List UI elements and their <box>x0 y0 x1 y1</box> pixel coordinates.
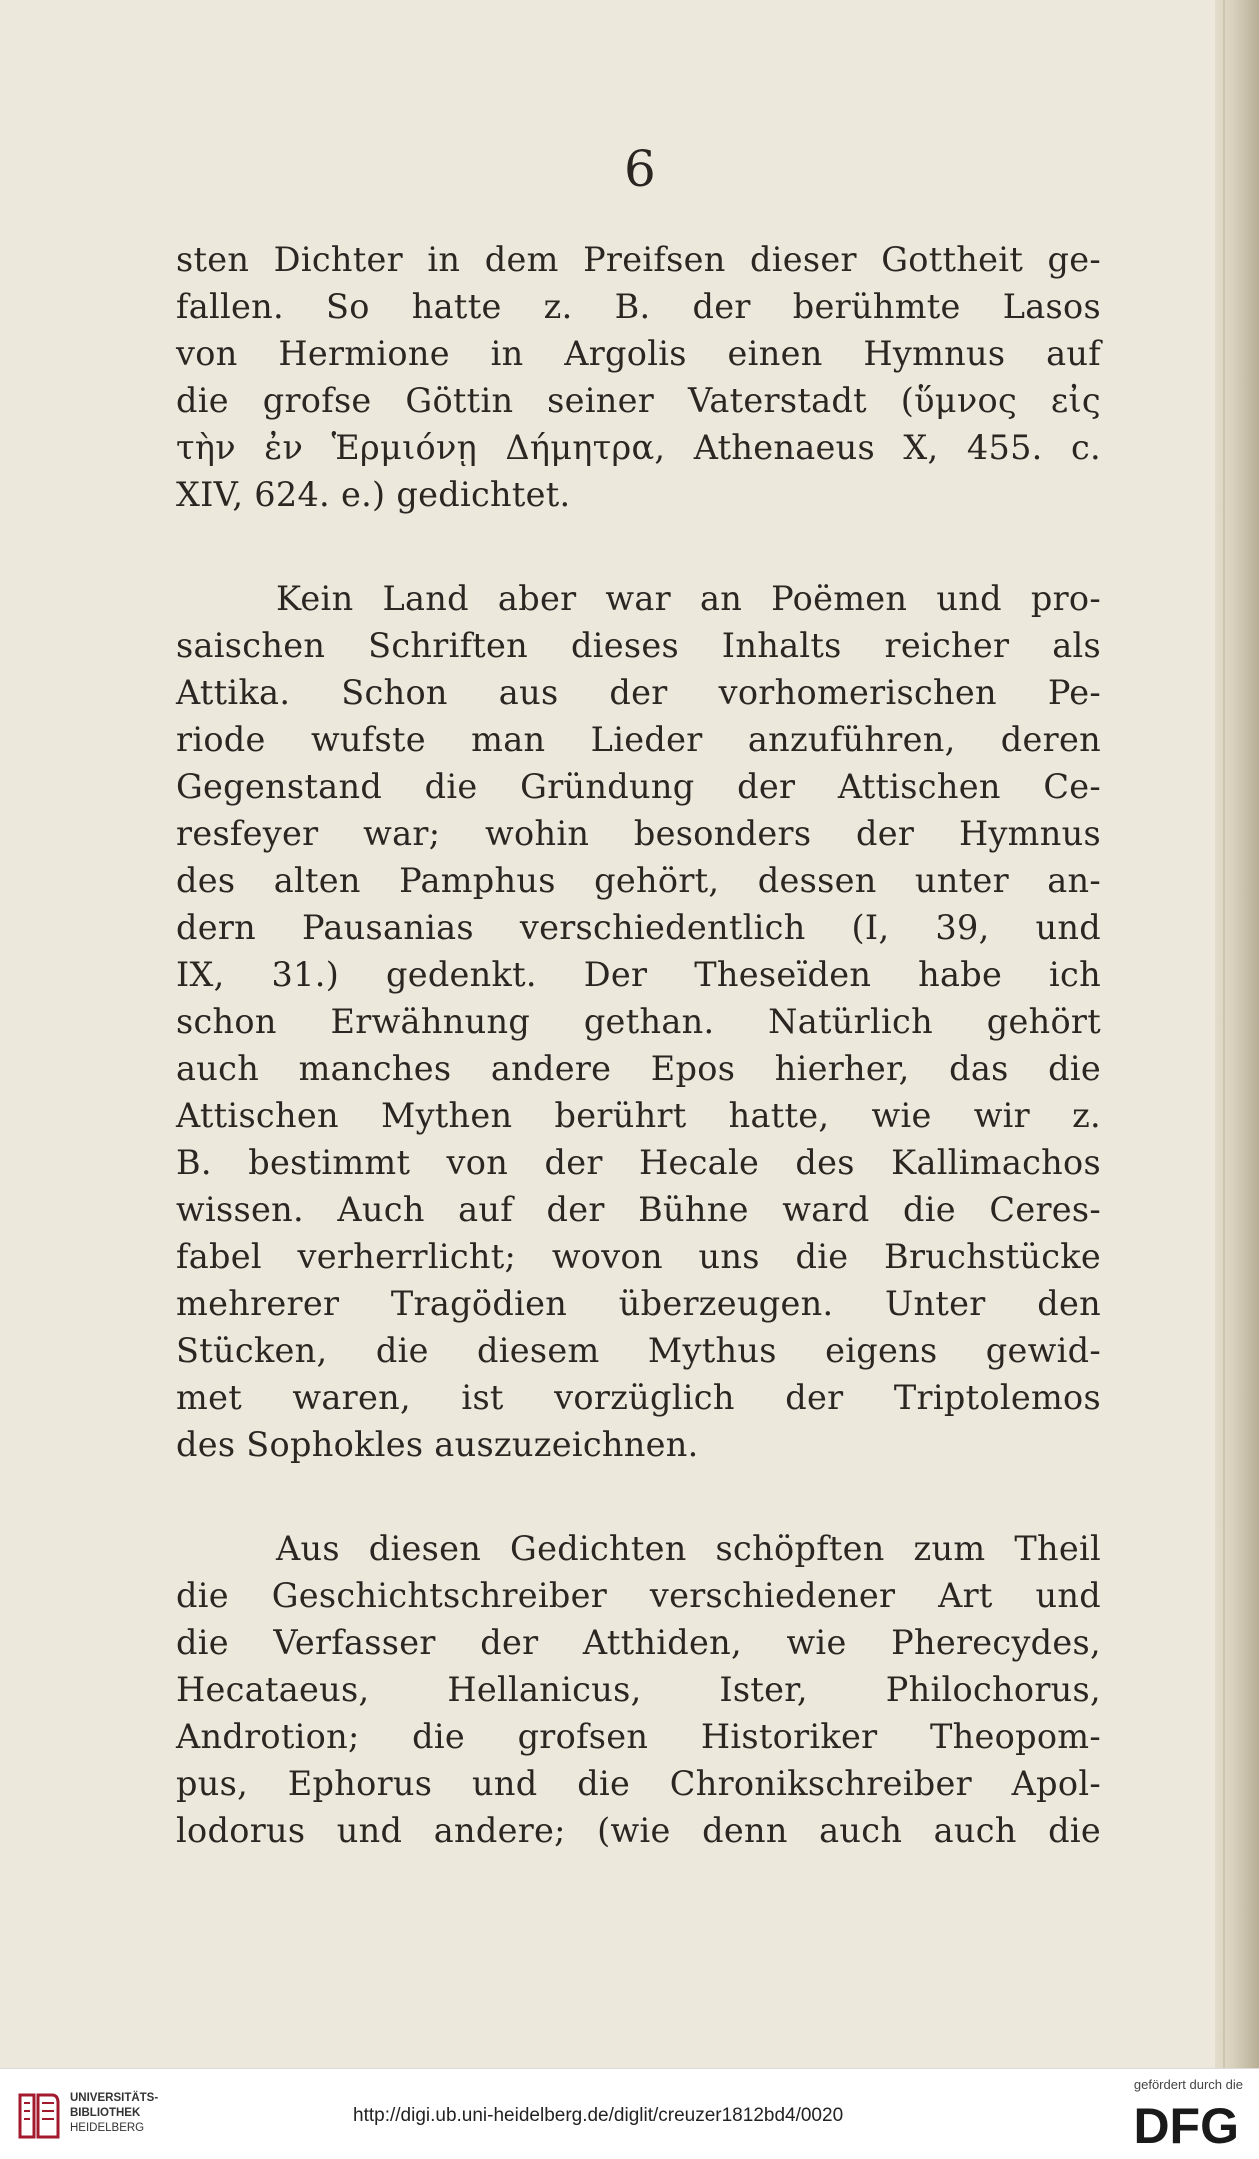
library-name <box>70 2091 158 2136</box>
text-line: resfeyer war; wohin besonders der Hymnus <box>176 814 1101 853</box>
text-line: IX, 31.) gedenkt. Der Theseïden habe ich <box>176 955 1101 994</box>
text-line: B. bestimmt von der Hecale des Kallimachos <box>176 1143 1101 1182</box>
text-line: die Verfasser der Atthiden, wie Pherecydes, <box>176 1623 1101 1662</box>
text-line: Androtion; die grofsen Historiker Theopom- <box>176 1717 1101 1756</box>
text-line: Stücken, die diesem Mythus eigens gewid- <box>176 1331 1101 1370</box>
page-edge-shadow <box>1215 0 1259 2068</box>
text-line: die grofse Göttin seiner Vaterstadt (ὕμνος εἰς <box>176 381 1101 420</box>
text-line: Kein Land aber war an Poëmen und pro- <box>276 579 1101 618</box>
text-line: fabel verherrlicht; wovon uns die Bruchstücke <box>176 1237 1101 1276</box>
page-number: 6 <box>624 140 656 198</box>
text-line: τὴν ἐν Ἑρμιόνῃ Δήμητρα, Athenaeus X, 455. c. <box>176 428 1101 467</box>
library-name-line: UNIVERSITÄTS- <box>70 2092 159 2104</box>
text-line: met waren, ist vorzüglich der Triptolemos <box>176 1378 1101 1417</box>
text-line: saischen Schriften dieses Inhalts reicher als <box>176 626 1101 665</box>
text-line: lodorus und andere; (wie denn auch auch die <box>176 1811 1101 1850</box>
text-line: wissen. Auch auf der Bühne ward die Ceres- <box>176 1190 1101 1229</box>
text-line: Attika. Schon aus der vorhomerischen Pe- <box>176 673 1101 712</box>
library-name-line: BIBLIOTHEK <box>70 2107 141 2119</box>
text-line: XIV, 624. e.) gedichtet. <box>176 475 571 514</box>
text-line: des Sophokles auszuzeichnen. <box>176 1425 699 1464</box>
body-text <box>176 236 1101 1854</box>
text-line: Hecataeus, Hellanicus, Ister, Philochorus, <box>176 1670 1101 1709</box>
text-line: schon Erwähnung gethan. Natürlich gehört <box>176 1002 1101 1041</box>
dfg-logo-text: DFG <box>1133 2101 1239 2147</box>
text-line: mehrerer Tragödien überzeugen. Unter den <box>176 1284 1101 1323</box>
ub-heidelberg-logo-icon <box>12 2089 62 2143</box>
text-line: fallen. So hatte z. B. der berühmte Lasos <box>176 287 1101 326</box>
viewer-footer <box>0 2068 1259 2159</box>
library-name-line: HEIDELBERG <box>70 2122 145 2134</box>
text-line: die Geschichtschreiber verschiedener Art und <box>176 1576 1101 1615</box>
dfg-logo-icon <box>1089 2101 1239 2147</box>
permalink-url[interactable]: http://digi.ub.uni-heidelberg.de/diglit/creuzer1812bd4/0020 <box>353 2105 844 2126</box>
text-line: von Hermione in Argolis einen Hymnus auf <box>176 334 1101 373</box>
funding-label: gefördert durch die <box>1133 2077 1243 2092</box>
text-line: des alten Pamphus gehört, dessen unter an- <box>176 861 1101 900</box>
text-line: Attischen Mythen berührt hatte, wie wir z. <box>176 1096 1101 1135</box>
text-line: dern Pausanias verschiedentlich (I, 39, und <box>176 908 1101 947</box>
text-line: Gegenstand die Gründung der Attischen Ce- <box>176 767 1101 806</box>
text-line: pus, Ephorus und die Chronikschreiber Apol- <box>176 1764 1101 1803</box>
text-line: auch manches andere Epos hierher, das die <box>176 1049 1101 1088</box>
text-line: Aus diesen Gedichten schöpften zum Theil <box>276 1529 1101 1568</box>
text-line: riode wufste man Lieder anzuführen, deren <box>176 720 1101 759</box>
text-line: sten Dichter in dem Preifsen dieser Gottheit ge- <box>176 240 1101 279</box>
